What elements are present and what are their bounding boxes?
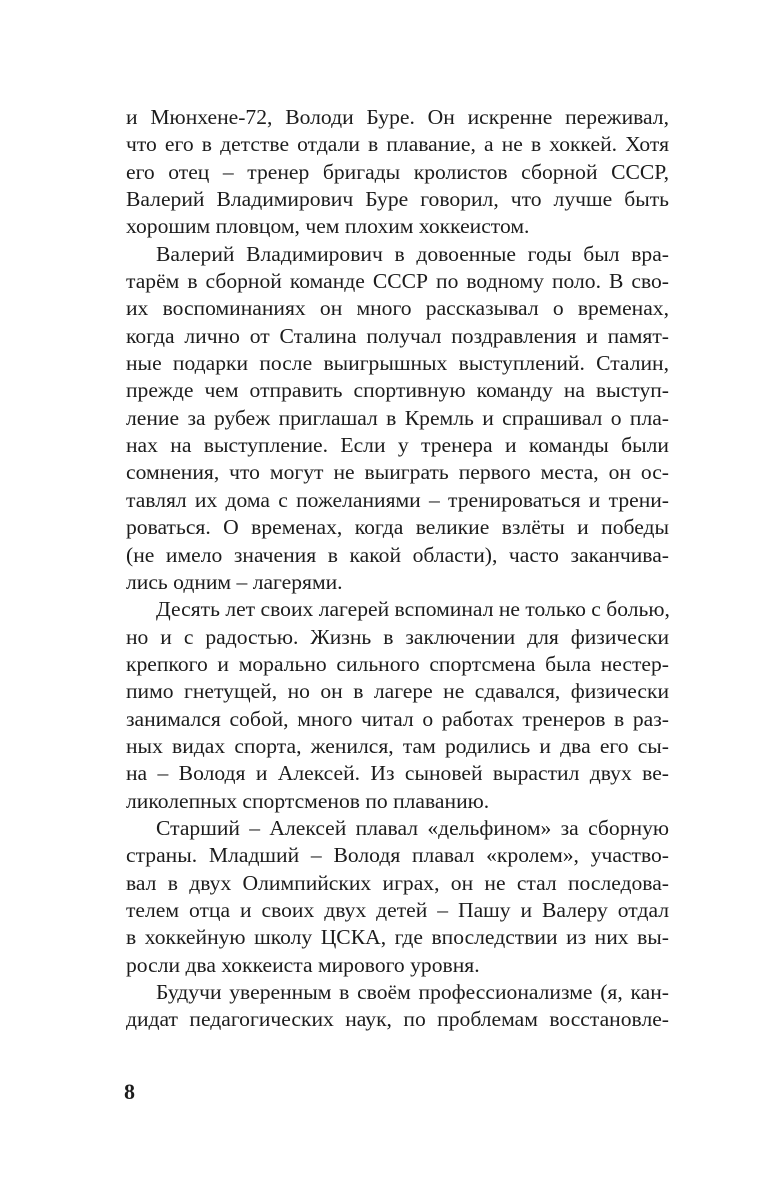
- text-line: нах на выступление. Если у тренера и команды были: [126, 433, 669, 458]
- paragraph-1: [126, 104, 669, 241]
- text-line: когда лично от Сталина получал поздравления и памят-: [126, 323, 669, 348]
- text-line: Старший – Алексей плавал «дельфином» за сборную: [156, 815, 669, 840]
- text-line: дидат педагогических наук, по проблемам восстановле-: [126, 1007, 669, 1032]
- paragraph-4: [126, 815, 669, 979]
- text-line: и Мюнхене-72, Володи Буре. Он искренне переживал,: [126, 105, 669, 129]
- text-line: пимо гнетущей, но он в лагере не сдавался, физически: [126, 679, 669, 704]
- page-body: [126, 104, 669, 1034]
- text-line: крепкого и морально сильного спортсмена была нестер-: [126, 651, 669, 676]
- text-line: (не имело значения в какой области), часто заканчива-: [126, 542, 669, 567]
- paragraph-2: [126, 241, 669, 596]
- text-line: сомнения, что могут не выиграть первого места, он ос-: [126, 460, 669, 485]
- text-line: но и с радостью. Жизнь в заключении для физически: [126, 624, 669, 649]
- text-line: в хоккейную школу ЦСКА, где впоследствии из них вы-: [126, 925, 669, 950]
- text-line: прежде чем отправить спортивную команду на выступ-: [126, 378, 669, 403]
- text-line: телем отца и своих двух детей – Пашу и Валеру отдал: [126, 897, 669, 922]
- text-line: ные подарки после выигрышных выступлений. Сталин,: [126, 351, 669, 376]
- text-line: его отец – тренер бригады кролистов сборной СССР,: [126, 159, 669, 184]
- text-line: занимался собой, много читал о работах тренеров в раз-: [126, 706, 669, 731]
- text-line: на – Володя и Алексей. Из сыновей вырастил двух ве-: [126, 761, 669, 786]
- text-line: что его в детстве отдали в плавание, а не в хоккей. Хотя: [126, 132, 669, 157]
- paragraph-5: [126, 979, 669, 1034]
- text-line: лись одним – лагерями.: [126, 569, 343, 594]
- text-line: их воспоминаниях он много рассказывал о временах,: [126, 296, 669, 321]
- text-line: тарём в сборной команде СССР по водному поло. В сво-: [126, 269, 669, 294]
- page-number: 8: [124, 1079, 135, 1104]
- text-line: Будучи уверенным в своём профессионализме (я, кан-: [156, 980, 669, 1004]
- paragraph-3: [126, 596, 669, 815]
- text-line: хорошим пловцом, чем плохим хоккеистом.: [126, 214, 530, 239]
- text-line: роваться. О временах, когда великие взлёты и победы: [126, 515, 669, 540]
- text-line: Десять лет своих лагерей вспоминал не только с болью,: [156, 597, 670, 622]
- text-line: ных видах спорта, женился, там родились и два его сы-: [126, 733, 669, 758]
- text-line: Валерий Владимирович в довоенные годы был вра-: [156, 241, 669, 266]
- text-line: ликолепных спортсменов по плаванию.: [126, 788, 490, 813]
- text-line: страны. Младший – Володя плавал «кролем», участво-: [126, 843, 669, 868]
- text-line: ление за рубеж приглашал в Кремль и спрашивал о пла-: [126, 405, 669, 430]
- text-line: росли два хоккеиста мирового уровня.: [126, 952, 480, 977]
- text-line: Валерий Владимирович Буре говорил, что лучше быть: [126, 187, 669, 212]
- text-line: вал в двух Олимпийских играх, он не стал последова-: [126, 870, 669, 895]
- text-line: тавлял их дома с пожеланиями – тренироваться и трени-: [126, 487, 669, 512]
